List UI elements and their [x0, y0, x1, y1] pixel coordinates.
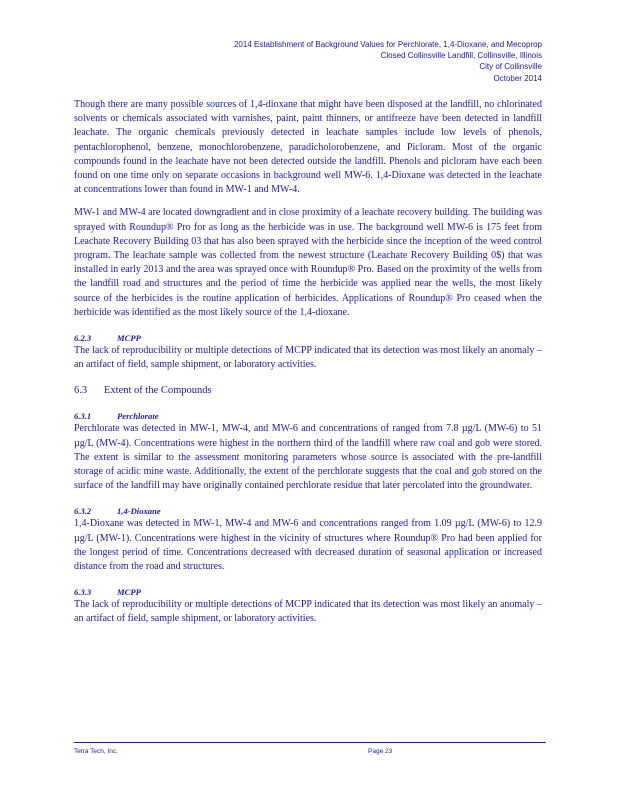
section-6-3-2-heading	[74, 505, 542, 517]
section-number: 6.3.2	[74, 506, 92, 517]
paragraph-2: MW-1 and MW-4 are located downgradient and in close proximity of a leachate recovery building. The building was sprayed with Roundup® Pro for as long as the herbicide was in use. The background well MW-6 is 175 feet from Leachate Recovery Building 03 that has also been sprayed with the herbicide since the inception of the weed control program. The leachate sample was collected from the newest structure (Leachate Recovery Building 0$) that was installed in early 2013 and the area was sprayed once with Roundup® Pro. Based on the proximity of the wells from the landfill road and structures and the period of time the herbicide was applied near the wells, the most likely source of the herbicides is the routine application of herbicides. Applications of Roundup® Pro ceased when the herbicide was identified as the most likely source of the 1,4-dioxane.	[74, 207, 543, 318]
section-number: 6.3.1	[74, 411, 92, 422]
footer-page-number: Page 23	[368, 748, 393, 755]
page-header	[182, 39, 542, 84]
footer-company: Tetra Tech, Inc.	[74, 748, 118, 755]
section-6-3-heading	[74, 384, 542, 398]
header-date: October 2014	[493, 73, 542, 83]
header-client: City of Collinsville	[479, 62, 542, 72]
paragraph-6: The lack of reproducibility or multiple detections of MCPP indicated that its detection was most likely an anomaly – an artifact of field, sample shipment, or laboratory activities.	[74, 599, 542, 625]
section-number: 6.3.3	[74, 587, 92, 598]
section-title: MCPP	[117, 333, 141, 344]
section-title: MCPP	[117, 587, 141, 598]
section-number: 6.2.3	[74, 333, 92, 344]
header-site: Closed Collinsville Landfill, Collinsville, Illinois	[380, 51, 542, 61]
paragraph-5: 1,4-Dioxane was detected in MW-1, MW-4 and MW-6 and concentrations ranged from 1.09 µg/L (MW-6) to 12.9 µg/L (MW-1). Concentrations were highest in the vicinity of structures where Roundup® Pro had been applied for the longest period of time. Concentrations decreased with decreased duration of seasonal application or increased distance from the road and structures.	[74, 518, 542, 573]
document-body	[74, 98, 542, 627]
section-title: 1,4-Dioxane	[117, 506, 161, 517]
section-title: Extent of the Compounds	[104, 385, 212, 397]
section-6-3-1-heading	[74, 410, 542, 422]
section-6-3-3-heading	[74, 586, 542, 598]
section-title: Perchlorate	[117, 411, 159, 422]
footer-rule	[74, 742, 546, 743]
section-number: 6.3	[74, 385, 88, 397]
section-6-2-3-heading	[74, 332, 542, 344]
paragraph-4: Perchlorate was detected in MW-1, MW-4, and MW-6 and concentrations of ranged from 7.8 µg/L (MW-6) to 51 µg/L (MW-4). Concentrations were highest in the northern third of the landfill where raw coal and gob were stored. The extent is similar to the assessment monitoring parameters whose source is associated with the pre-landfill storage of acidic mine waste. Additionally, the extent of the perchlorate suggests that the coal and gob stored on the surface of the landfill may have originally contained perchlorate residue that later percolated into the groundwater.	[74, 423, 542, 492]
header-report-title: 2014 Establishment of Background Values for Perchlorate, 1,4-Dioxane, and Mecoprop	[233, 40, 542, 49]
paragraph-1: Though there are many possible sources of 1,4-dioxane that might have been disposed at the landfill, no chlorinated solvents or chemicals associated with varnishes, paint, paint thinners, or antifreeze have been detected in landfill leachate. The organic chemicals previously detected in leachate samples include low levels of phenols, pentachlorophenol, benzene, monochlorobenzene, paradicholorobenzene, and Picloram. Most of the organic compounds found in the leachate have not been detected outside the landfill. Phenols and picloram have each been found on one time only on separate occasions in background well MW-6. 1,4-Dioxane was detected in the leachate at concentrations lower than found in MW-1 and MW-4.	[74, 99, 542, 196]
paragraph-3: The lack of reproducibility or multiple detections of MCPP indicated that its detection was most likely an anomaly – an artifact of field, sample shipment, or laboratory activities.	[74, 345, 542, 371]
